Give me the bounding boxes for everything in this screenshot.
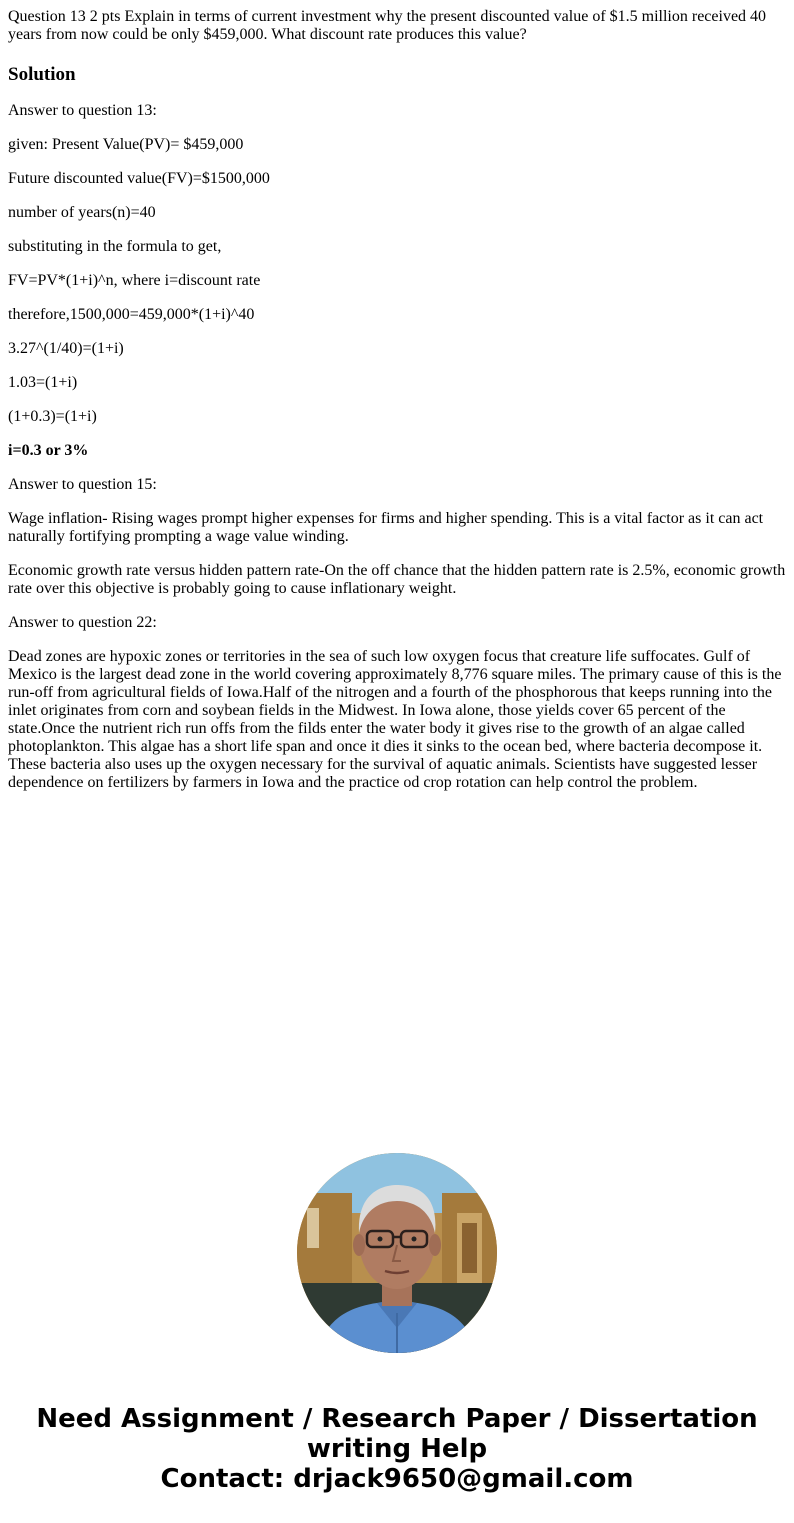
author-photo-icon xyxy=(297,1153,497,1353)
answer-paragraph: Wage inflation- Rising wages prompt higher expenses for firms and higher spending. This is a vital factor as it can act naturally fortifying prompting a wage value winding. xyxy=(8,510,764,545)
footer-line-2: writing Help xyxy=(306,1434,488,1464)
footer-contact: Contact: drjack9650@gmail.com xyxy=(160,1464,634,1494)
answer-paragraph: therefore,1500,000=459,000*(1+i)^40 xyxy=(8,306,255,323)
solution-heading: Solution xyxy=(8,64,76,85)
footer-line-1: Need Assignment / Research Paper / Dissertation xyxy=(36,1404,758,1434)
answer-paragraph: Future discounted value(FV)=$1500,000 xyxy=(8,170,270,187)
answer-paragraph: Dead zones are hypoxic zones or territories in the sea of such low oxygen focus that creature life suffocates. Gulf of Mexico is the largest dead zone in the world covering approximately 8,776 square miles. The primary cause of this is the run-off from agricultural fields of Iowa.Half of the nitrogen and a fourth of the phosphorous that keeps running into the inlet originates from corn and soybean fields in the Midwest. In Iowa alone, those yields cover 65 percent of the state.Once the nutrient rich run offs from the filds enter the water body it gives rise to the growth of an algae called photoplankton. This algae has a short life span and once it dies it sinks to the ocean bed, where bacteria decompose it. These bacteria also uses up the oxygen necessary for the survival of aquatic animals. Scientists have suggested lesser dependence on fertilizers by farmers in Iowa and the practice od crop rotation can help control the problem. xyxy=(8,648,782,791)
answer-paragraph: Answer to question 13: xyxy=(8,102,157,119)
answer-paragraph: given: Present Value(PV)= $459,000 xyxy=(8,136,244,153)
answer-paragraph: FV=PV*(1+i)^n, where i=discount rate xyxy=(8,272,261,289)
answer-paragraph: Answer to question 15: xyxy=(8,476,157,493)
answer-paragraph: Economic growth rate versus hidden pattern rate-On the off chance that the hidden pattern rate is 2.5%, economic growth rate over this objective is probably going to cause inflationary weight. xyxy=(8,562,786,597)
answer-block xyxy=(8,102,788,792)
answer-paragraph: i=0.3 or 3% xyxy=(8,442,89,459)
question-text: Question 13 2 pts Explain in terms of current investment why the present discounted value of $1.5 million received 40 years from now could be only $459,000. What discount rate produces this value? xyxy=(8,8,767,43)
answer-paragraph: 1.03=(1+i) xyxy=(8,374,78,391)
contact-footer xyxy=(0,1404,794,1494)
author-photo xyxy=(297,1153,497,1353)
answer-paragraph: Answer to question 22: xyxy=(8,614,157,631)
answer-paragraph: number of years(n)=40 xyxy=(8,204,156,221)
answer-paragraph: (1+0.3)=(1+i) xyxy=(8,408,97,425)
answer-paragraph: 3.27^(1/40)=(1+i) xyxy=(8,340,124,357)
answer-paragraph: substituting in the formula to get, xyxy=(8,238,222,255)
document-body xyxy=(8,8,788,792)
